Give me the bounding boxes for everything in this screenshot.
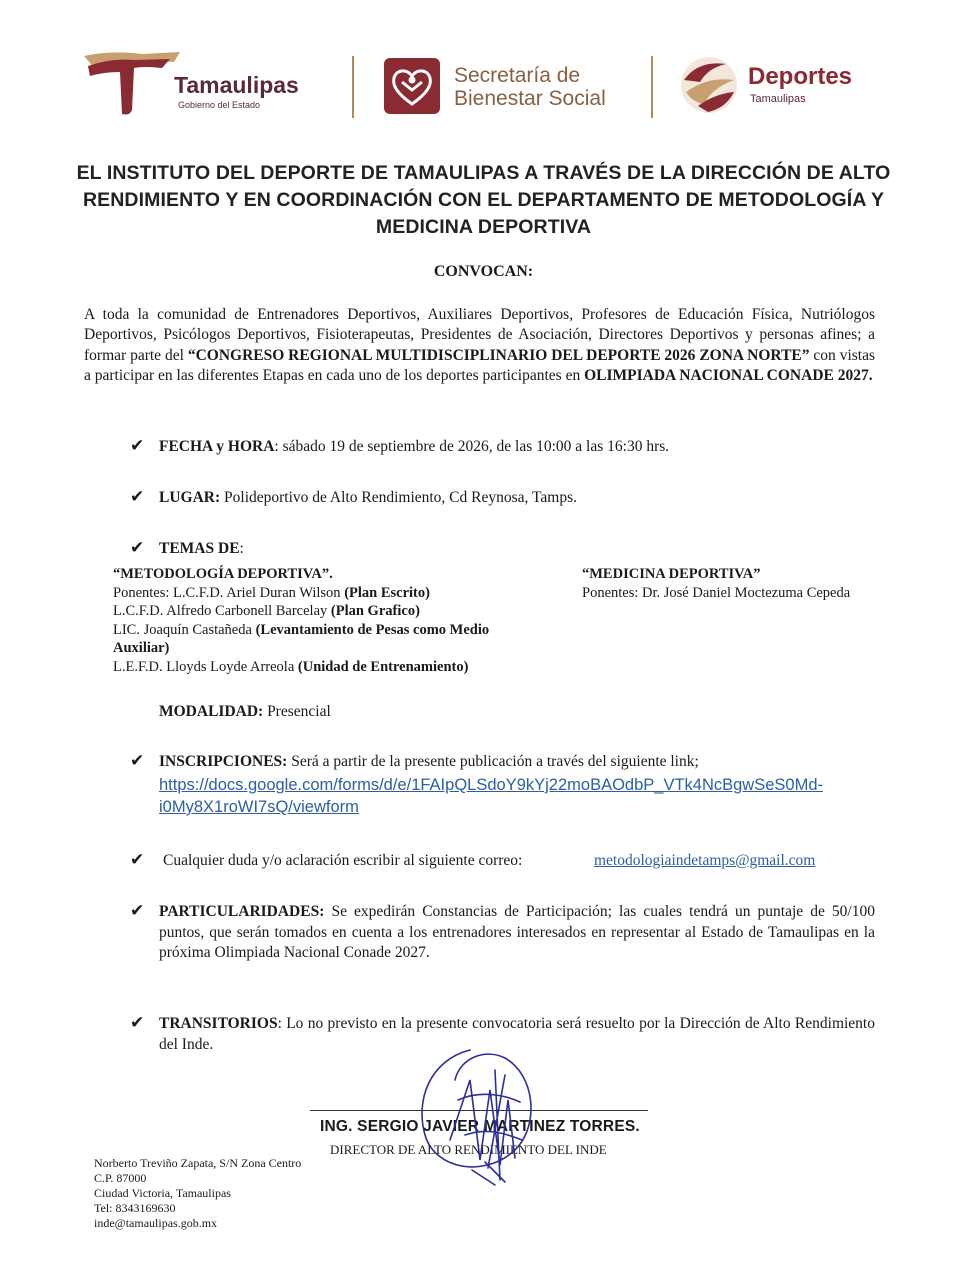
page-title: EL INSTITUTO DEL DEPORTE DE TAMAULIPAS A TRAVÉS DE LA DIRECCIÓN DE ALTO RENDIMIENTO Y EN COORDINACIÓN CON EL DEPARTAMENTO DE METODOLOGÍA Y MEDICINA DEPORTIVA xyxy=(76,162,891,238)
convocan-heading: CONVOCAN: xyxy=(433,263,534,280)
particularidades-item xyxy=(159,902,875,964)
intro-paragraph xyxy=(84,305,875,387)
lugar-item xyxy=(159,488,577,509)
speaker-row: LIC. Joaquín Castañeda (Levantamiento de Pesas como Medio Auxiliar) xyxy=(113,621,490,657)
signer-role: DIRECTOR DE ALTO RENDIMIENTO DEL INDE xyxy=(330,1142,607,1157)
deportes-logo-sub: Tamaulipas xyxy=(750,93,806,105)
lugar-label: LUGAR: xyxy=(159,489,221,506)
congress-name: “CONGRESO REGIONAL MULTIDISCIPLINARIO DEL DEPORTE 2026 ZONA NORTE” xyxy=(187,346,810,364)
header-divider xyxy=(651,56,653,118)
footer-email: inde@tamaulipas.gob.mx xyxy=(94,1216,218,1230)
transitorios-label: TRANSITORIOS xyxy=(159,1015,278,1032)
tamaulipas-logo-sub: Gobierno del Estado xyxy=(178,100,261,110)
intro-text: A toda la comunidad de Entrenadores Deportivos, Auxiliares Deportivos, Profesores de Educación Física, Nutriólogos Deportivos, Psicólogos Deportivos, Fisioterapeutas, Presidentes de Asociación, Directores Deportivos y personas afines; a formar parte del xyxy=(84,306,875,364)
tamaulipas-logo-name: Tamaulipas xyxy=(174,72,299,98)
speaker-row: L.C.F.D. Alfredo Carbonell Barcelay (Plan Grafico) xyxy=(113,603,420,620)
fecha-item xyxy=(159,437,669,458)
deportes-swirl-icon xyxy=(678,54,740,116)
duda-text: Cualquier duda y/o aclaración escribir al siguiente correo: xyxy=(163,852,523,869)
checkmark-icon: ✔ xyxy=(130,850,145,870)
inscripciones-value: Será a partir de la presente publicación a través del siguiente link; xyxy=(287,753,699,770)
checkmark-icon: ✔ xyxy=(130,1013,145,1033)
footer-street: Norberto Treviño Zapata, S/N Zona Centro xyxy=(94,1156,302,1170)
particularidades-value: Se expedirán Constancias de Participación; las cuales tendrá un puntaje de 50/100 puntos, que serán tomados en cuenta a los entrenadores interesados en representar al Estado de Tamaulipas en la próxima Olimpiada Nacional Conade 2027. xyxy=(159,903,875,961)
bienestar-heart-icon xyxy=(384,58,440,114)
temas-colon: : xyxy=(239,540,244,557)
inscripciones-item xyxy=(159,752,699,773)
inscripciones-label: INSCRIPCIONES: xyxy=(159,753,288,770)
checkmark-icon: ✔ xyxy=(130,436,145,456)
metodologia-column xyxy=(113,565,543,677)
lugar-value: Polideportivo de Alto Rendimiento, Cd Reynosa, Tamps. xyxy=(220,489,577,506)
fecha-value: : sábado 19 de septiembre de 2026, de las 10:00 a las 16:30 hrs. xyxy=(274,438,670,455)
medicina-column xyxy=(582,565,864,602)
modalidad-item xyxy=(159,702,331,723)
checkmark-icon: ✔ xyxy=(130,751,145,771)
footer-city: Ciudad Victoria, Tamaulipas xyxy=(94,1186,231,1200)
header-divider xyxy=(352,56,354,118)
handwritten-signature xyxy=(410,1040,550,1190)
bienestar-line2: Bienestar Social xyxy=(454,87,606,110)
deportes-logo-name: Deportes xyxy=(748,63,853,90)
google-form-link-line1[interactable]: https://docs.google.com/forms/d/e/1FAIpQLSdoY9kYj22moBAOdbP_VTk4NcBgwSeS0Md- xyxy=(159,776,823,794)
medicina-title: “MEDICINA DEPORTIVA” xyxy=(582,566,761,582)
fecha-label: FECHA y HORA xyxy=(159,438,275,455)
email-link[interactable]: metodologiaindetamps@gmail.com xyxy=(594,852,816,869)
olimpiada-name: OLIMPIADA NACIONAL CONADE 2027. xyxy=(584,367,873,385)
speaker-row: L.E.F.D. Lloyds Loyde Arreola (Unidad de Entrenamiento) xyxy=(113,658,469,675)
tamaulipas-t-icon xyxy=(82,50,182,120)
google-form-link[interactable] xyxy=(159,774,823,818)
speaker-row: Ponentes: L.C.F.D. Ariel Duran Wilson (Plan Escrito) xyxy=(113,584,430,601)
footer-phone: Tel: 8343169630 xyxy=(94,1201,176,1215)
footer-cp: C.P. 87000 xyxy=(94,1171,147,1185)
bienestar-line1: Secretaría de xyxy=(454,64,581,87)
signer-name: ING. SERGIO JAVIER MARTINEZ TORRES. xyxy=(320,1118,640,1135)
temas-label: TEMAS DE xyxy=(159,540,240,557)
particularidades-label: PARTICULARIDADES: xyxy=(159,903,325,920)
modalidad-label: MODALIDAD: xyxy=(159,703,264,720)
deportes-logo xyxy=(678,54,878,118)
temas-item xyxy=(159,539,244,560)
transitorios-value: : Lo no previsto en la presente convocatoria será resuelto por la Dirección de Alto Rendimiento del Inde. xyxy=(159,1015,875,1053)
footer-address xyxy=(94,1156,301,1231)
intro-text: con vistas a participar en las diferentes Etapas en cada uno de los deportes participantes en xyxy=(84,346,875,385)
tamaulipas-logo xyxy=(82,50,332,120)
checkmark-icon: ✔ xyxy=(130,538,145,558)
google-form-link-line2[interactable]: i0My8X1roWI7sQ/viewform xyxy=(159,798,359,816)
checkmark-icon: ✔ xyxy=(130,901,145,921)
bienestar-logo xyxy=(384,58,634,118)
medicina-speakers: Ponentes: Dr. José Daniel Moctezuma Cepeda xyxy=(582,584,851,601)
metodologia-title: “METODOLOGÍA DEPORTIVA”. xyxy=(113,566,333,582)
modalidad-value: Presencial xyxy=(263,703,331,720)
checkmark-icon: ✔ xyxy=(130,487,145,507)
